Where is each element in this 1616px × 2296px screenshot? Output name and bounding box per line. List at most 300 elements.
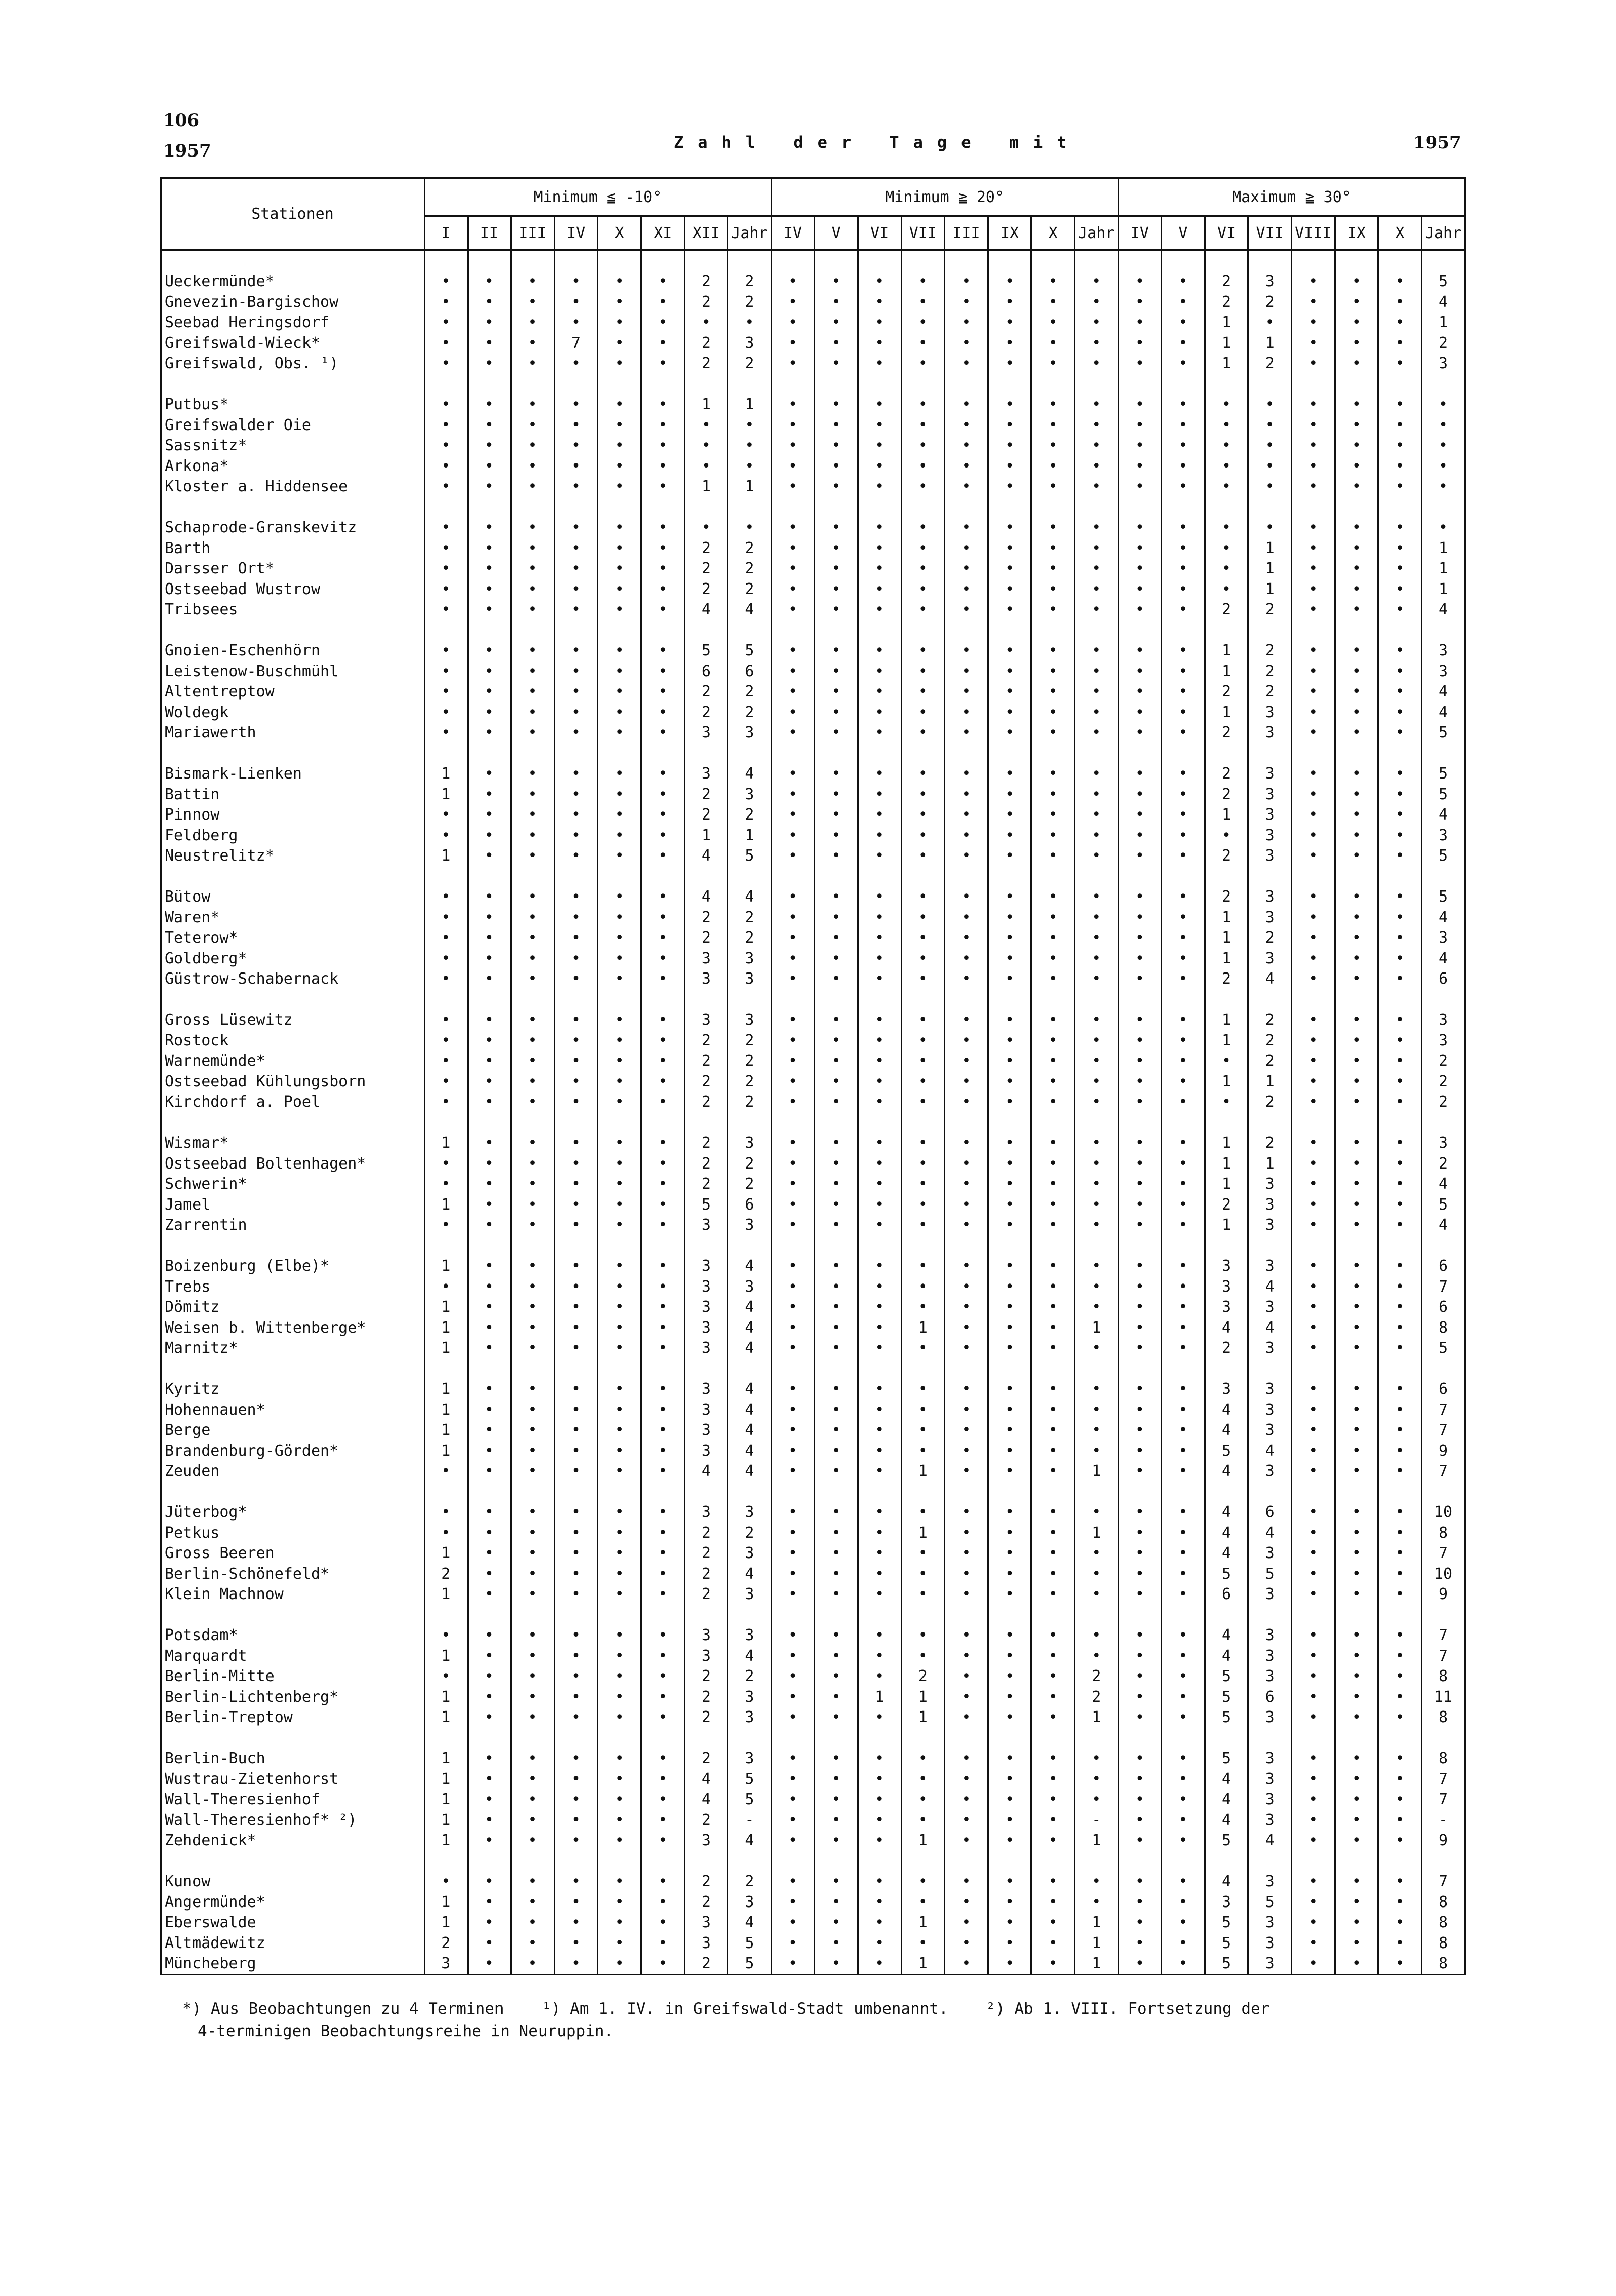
- value-cell: 3: [684, 1420, 728, 1441]
- value-cell: •: [1074, 436, 1118, 456]
- value-cell: •: [858, 1892, 901, 1913]
- value-cell: •: [1162, 1276, 1205, 1297]
- value-cell: •: [988, 1276, 1031, 1297]
- value-cell: -: [1421, 1810, 1465, 1831]
- value-cell: 4: [728, 1564, 772, 1584]
- value-cell: •: [511, 1441, 555, 1461]
- value-cell: 2: [684, 682, 728, 703]
- value-cell: •: [901, 1276, 945, 1297]
- station-name: Schwerin*: [161, 1174, 425, 1195]
- value-cell: •: [468, 1872, 511, 1892]
- value-cell: •: [771, 1010, 815, 1031]
- value-cell: •: [1162, 518, 1205, 538]
- value-cell: 4: [684, 1461, 728, 1482]
- value-cell: 5: [1205, 1831, 1248, 1851]
- value-cell: •: [641, 1441, 684, 1461]
- value-cell: •: [1162, 1913, 1205, 1933]
- value-cell: •: [1378, 764, 1422, 785]
- station-name: Rostock: [161, 1030, 425, 1051]
- month-header: VII: [1248, 216, 1292, 250]
- value-cell: 1: [1205, 805, 1248, 826]
- value-cell: •: [1118, 1153, 1162, 1174]
- value-cell: 4: [1421, 948, 1465, 969]
- value-cell: •: [468, 559, 511, 579]
- value-cell: •: [1248, 395, 1292, 415]
- value-cell: •: [1335, 1564, 1378, 1584]
- value-cell: •: [901, 1153, 945, 1174]
- value-cell: •: [988, 1523, 1031, 1543]
- value-cell: 3: [684, 1831, 728, 1851]
- value-cell: •: [598, 1625, 641, 1646]
- value-cell: •: [554, 702, 598, 723]
- value-cell: 2: [728, 1153, 772, 1174]
- value-cell: 2: [728, 292, 772, 313]
- value-cell: 2: [1248, 1092, 1292, 1113]
- value-cell: •: [945, 702, 988, 723]
- value-cell: 1: [425, 1256, 468, 1277]
- value-cell: •: [468, 1954, 511, 1975]
- table-row: [161, 784, 1465, 805]
- value-cell: •: [511, 354, 555, 374]
- value-cell: •: [641, 1646, 684, 1666]
- value-cell: •: [1291, 1625, 1335, 1646]
- group-spacer: [161, 1605, 1465, 1625]
- value-cell: 1: [425, 1810, 468, 1831]
- value-cell: •: [1335, 1892, 1378, 1913]
- value-cell: •: [1378, 1174, 1422, 1195]
- value-cell: •: [1031, 477, 1075, 497]
- value-cell: •: [511, 948, 555, 969]
- value-cell: 5: [1205, 1933, 1248, 1954]
- value-cell: 5: [728, 1769, 772, 1789]
- value-cell: •: [554, 723, 598, 744]
- value-cell: 1: [1205, 1153, 1248, 1174]
- value-cell: •: [901, 1215, 945, 1236]
- value-cell: •: [945, 1502, 988, 1523]
- value-cell: 2: [684, 1687, 728, 1707]
- value-cell: •: [815, 1174, 858, 1195]
- value-cell: •: [988, 1379, 1031, 1400]
- group-header-min-ge-20: Minimum ≧ 20°: [771, 178, 1118, 216]
- value-cell: •: [1378, 1769, 1422, 1789]
- table-row: [161, 1748, 1465, 1769]
- value-cell: 1: [1205, 1133, 1248, 1154]
- table-row: [161, 1379, 1465, 1400]
- value-cell: •: [988, 1399, 1031, 1420]
- value-cell: •: [858, 1317, 901, 1338]
- value-cell: •: [641, 1543, 684, 1564]
- value-cell: 1: [425, 1789, 468, 1810]
- value-cell: 5: [728, 846, 772, 867]
- value-cell: •: [1335, 1276, 1378, 1297]
- value-cell: 4: [1205, 1789, 1248, 1810]
- value-cell: •: [425, 1092, 468, 1113]
- value-cell: •: [1291, 1831, 1335, 1851]
- value-cell: 4: [684, 600, 728, 620]
- value-cell: •: [1118, 1010, 1162, 1031]
- value-cell: •: [554, 436, 598, 456]
- value-cell: •: [554, 1297, 598, 1318]
- value-cell: •: [554, 1523, 598, 1543]
- value-cell: •: [425, 887, 468, 908]
- value-cell: •: [771, 1030, 815, 1051]
- value-cell: 1: [901, 1707, 945, 1728]
- value-cell: •: [511, 559, 555, 579]
- value-cell: •: [945, 887, 988, 908]
- value-cell: •: [1118, 313, 1162, 333]
- year-left: 1957: [163, 141, 211, 161]
- table-row: [161, 1051, 1465, 1072]
- value-cell: •: [1118, 1338, 1162, 1359]
- value-cell: 1: [1248, 538, 1292, 559]
- value-cell: •: [1118, 1215, 1162, 1236]
- value-cell: 1: [1248, 1153, 1292, 1174]
- value-cell: 1: [425, 846, 468, 867]
- value-cell: •: [1162, 271, 1205, 292]
- value-cell: •: [425, 456, 468, 477]
- value-cell: •: [988, 1646, 1031, 1666]
- value-cell: •: [641, 436, 684, 456]
- value-cell: 2: [728, 907, 772, 928]
- value-cell: •: [815, 641, 858, 661]
- value-cell: 5: [728, 1789, 772, 1810]
- value-cell: •: [945, 1707, 988, 1728]
- value-cell: 2: [1248, 1051, 1292, 1072]
- value-cell: •: [858, 271, 901, 292]
- value-cell: •: [771, 1420, 815, 1441]
- value-cell: •: [468, 1564, 511, 1584]
- value-cell: •: [945, 1933, 988, 1954]
- value-cell: •: [1031, 723, 1075, 744]
- value-cell: •: [1421, 436, 1465, 456]
- value-cell: •: [425, 1071, 468, 1092]
- value-cell: •: [511, 456, 555, 477]
- value-cell: •: [945, 1892, 988, 1913]
- table-row: [161, 1215, 1465, 1236]
- value-cell: •: [554, 1502, 598, 1523]
- value-cell: •: [1074, 1769, 1118, 1789]
- value-cell: •: [945, 538, 988, 559]
- value-cell: •: [598, 456, 641, 477]
- value-cell: 4: [1421, 682, 1465, 703]
- value-cell: •: [1335, 333, 1378, 354]
- station-name: Teterow*: [161, 928, 425, 949]
- value-cell: •: [1378, 1748, 1422, 1769]
- value-cell: •: [988, 1687, 1031, 1707]
- value-cell: •: [641, 1933, 684, 1954]
- value-cell: 5: [1248, 1892, 1292, 1913]
- value-cell: •: [1205, 518, 1248, 538]
- value-cell: 4: [1205, 1461, 1248, 1482]
- value-cell: 2: [684, 1071, 728, 1092]
- value-cell: •: [641, 1748, 684, 1769]
- value-cell: •: [815, 948, 858, 969]
- value-cell: •: [511, 1502, 555, 1523]
- value-cell: •: [511, 1810, 555, 1831]
- value-cell: •: [815, 1646, 858, 1666]
- group-spacer: [161, 1851, 1465, 1872]
- value-cell: 7: [1421, 1461, 1465, 1482]
- value-cell: •: [771, 1133, 815, 1154]
- value-cell: 1: [425, 1748, 468, 1769]
- value-cell: 1: [1074, 1707, 1118, 1728]
- value-cell: 3: [728, 1010, 772, 1031]
- value-cell: •: [1074, 723, 1118, 744]
- group-header-min-le-10: Minimum ≦ -10°: [425, 178, 772, 216]
- value-cell: •: [901, 641, 945, 661]
- value-cell: •: [425, 579, 468, 600]
- value-cell: •: [815, 846, 858, 867]
- value-cell: •: [1162, 764, 1205, 785]
- value-cell: •: [945, 333, 988, 354]
- value-cell: •: [598, 1502, 641, 1523]
- value-cell: •: [771, 1933, 815, 1954]
- value-cell: •: [641, 1954, 684, 1975]
- value-cell: 7: [1421, 1420, 1465, 1441]
- value-cell: •: [901, 1584, 945, 1605]
- value-cell: 4: [1421, 1215, 1465, 1236]
- value-cell: •: [554, 1051, 598, 1072]
- value-cell: •: [858, 313, 901, 333]
- value-cell: •: [1074, 805, 1118, 826]
- value-cell: •: [1074, 1010, 1118, 1031]
- value-cell: •: [425, 1872, 468, 1892]
- value-cell: •: [1205, 477, 1248, 497]
- value-cell: •: [988, 641, 1031, 661]
- value-cell: 2: [684, 292, 728, 313]
- value-cell: •: [945, 1420, 988, 1441]
- value-cell: •: [771, 1831, 815, 1851]
- stations-header: Stationen: [161, 178, 425, 250]
- value-cell: •: [511, 1071, 555, 1092]
- value-cell: •: [1118, 805, 1162, 826]
- value-cell: •: [468, 538, 511, 559]
- value-cell: 3: [1248, 907, 1292, 928]
- value-cell: •: [1074, 1276, 1118, 1297]
- value-cell: •: [1335, 1256, 1378, 1277]
- value-cell: •: [1291, 477, 1335, 497]
- value-cell: •: [815, 1954, 858, 1975]
- value-cell: •: [1162, 313, 1205, 333]
- value-cell: •: [598, 1256, 641, 1277]
- value-cell: 2: [1248, 682, 1292, 703]
- value-cell: •: [1378, 1461, 1422, 1482]
- value-cell: •: [641, 969, 684, 990]
- value-cell: •: [468, 784, 511, 805]
- table-row: [161, 764, 1465, 785]
- value-cell: 3: [1205, 1256, 1248, 1277]
- value-cell: 1: [1205, 661, 1248, 682]
- value-cell: •: [641, 1625, 684, 1646]
- value-cell: •: [815, 1194, 858, 1215]
- value-cell: •: [511, 395, 555, 415]
- value-cell: •: [1031, 1748, 1075, 1769]
- value-cell: •: [641, 1399, 684, 1420]
- value-cell: •: [598, 271, 641, 292]
- value-cell: •: [641, 1051, 684, 1072]
- value-cell: •: [1291, 846, 1335, 867]
- value-cell: 3: [1248, 1194, 1292, 1215]
- value-cell: •: [1335, 887, 1378, 908]
- value-cell: •: [988, 1010, 1031, 1031]
- value-cell: •: [945, 600, 988, 620]
- value-cell: •: [988, 1317, 1031, 1338]
- value-cell: 2: [684, 1707, 728, 1728]
- value-cell: 2: [1248, 600, 1292, 620]
- value-cell: •: [1162, 579, 1205, 600]
- table-row: [161, 1441, 1465, 1461]
- value-cell: •: [901, 456, 945, 477]
- value-cell: •: [988, 579, 1031, 600]
- value-cell: 4: [1205, 1399, 1248, 1420]
- value-cell: 2: [1421, 1071, 1465, 1092]
- value-cell: •: [1118, 477, 1162, 497]
- value-cell: •: [988, 1338, 1031, 1359]
- value-cell: •: [901, 723, 945, 744]
- value-cell: •: [858, 1913, 901, 1933]
- value-cell: 8: [1421, 1913, 1465, 1933]
- value-cell: •: [511, 292, 555, 313]
- value-cell: •: [901, 928, 945, 949]
- value-cell: •: [511, 1831, 555, 1851]
- value-cell: •: [1118, 1420, 1162, 1441]
- value-cell: •: [1335, 415, 1378, 436]
- value-cell: 4: [1248, 1317, 1292, 1338]
- value-cell: •: [1118, 1441, 1162, 1461]
- value-cell: 2: [684, 1748, 728, 1769]
- value-cell: •: [554, 1748, 598, 1769]
- value-cell: •: [815, 333, 858, 354]
- value-cell: •: [1031, 1399, 1075, 1420]
- value-cell: 3: [684, 1010, 728, 1031]
- value-cell: •: [1031, 333, 1075, 354]
- value-cell: •: [468, 723, 511, 744]
- value-cell: •: [1162, 702, 1205, 723]
- value-cell: •: [468, 1174, 511, 1195]
- value-cell: •: [945, 661, 988, 682]
- value-cell: 2: [684, 1543, 728, 1564]
- value-cell: •: [511, 1092, 555, 1113]
- station-name: Greifswald, Obs. ¹): [161, 354, 425, 374]
- value-cell: •: [1378, 538, 1422, 559]
- value-cell: •: [1031, 1338, 1075, 1359]
- value-cell: •: [1031, 948, 1075, 969]
- value-cell: •: [988, 538, 1031, 559]
- value-cell: •: [511, 1892, 555, 1913]
- value-cell: •: [815, 1133, 858, 1154]
- value-cell: 3: [1421, 354, 1465, 374]
- value-cell: 4: [1205, 1625, 1248, 1646]
- table-row: [161, 1133, 1465, 1154]
- value-cell: •: [1378, 1564, 1422, 1584]
- value-cell: •: [815, 1687, 858, 1707]
- value-cell: •: [901, 579, 945, 600]
- value-cell: •: [1291, 600, 1335, 620]
- station-name: Ostseebad Kühlungsborn: [161, 1071, 425, 1092]
- value-cell: 2: [728, 271, 772, 292]
- value-cell: 2: [728, 354, 772, 374]
- value-cell: •: [554, 1625, 598, 1646]
- value-cell: 5: [728, 641, 772, 661]
- value-cell: •: [1291, 1564, 1335, 1584]
- value-cell: •: [858, 1297, 901, 1318]
- value-cell: •: [901, 1030, 945, 1051]
- value-cell: •: [425, 292, 468, 313]
- value-cell: •: [858, 1564, 901, 1584]
- value-cell: •: [1074, 456, 1118, 477]
- value-cell: •: [1291, 1030, 1335, 1051]
- value-cell: •: [468, 1276, 511, 1297]
- value-cell: •: [641, 1030, 684, 1051]
- value-cell: •: [1335, 1523, 1378, 1543]
- month-header: III: [945, 216, 988, 250]
- value-cell: •: [988, 436, 1031, 456]
- value-cell: 1: [1248, 333, 1292, 354]
- value-cell: •: [511, 907, 555, 928]
- value-cell: 8: [1421, 1748, 1465, 1769]
- value-cell: •: [1378, 1399, 1422, 1420]
- value-cell: 3: [1248, 1584, 1292, 1605]
- value-cell: •: [1291, 559, 1335, 579]
- value-cell: •: [1162, 395, 1205, 415]
- value-cell: •: [598, 1789, 641, 1810]
- value-cell: •: [901, 292, 945, 313]
- value-cell: •: [554, 928, 598, 949]
- value-cell: •: [1031, 1153, 1075, 1174]
- value-cell: •: [598, 1646, 641, 1666]
- value-cell: •: [988, 333, 1031, 354]
- value-cell: •: [598, 661, 641, 682]
- value-cell: •: [554, 1831, 598, 1851]
- table-row: [161, 1913, 1465, 1933]
- value-cell: •: [771, 1174, 815, 1195]
- value-cell: •: [815, 1215, 858, 1236]
- value-cell: •: [988, 1872, 1031, 1892]
- value-cell: •: [945, 723, 988, 744]
- station-name: Eberswalde: [161, 1913, 425, 1933]
- value-cell: 3: [1421, 1030, 1465, 1051]
- value-cell: •: [988, 1625, 1031, 1646]
- station-name: Waren*: [161, 907, 425, 928]
- value-cell: •: [1118, 1543, 1162, 1564]
- value-cell: •: [988, 415, 1031, 436]
- value-cell: •: [1162, 928, 1205, 949]
- value-cell: •: [468, 825, 511, 846]
- month-header: IX: [1335, 216, 1378, 250]
- value-cell: 3: [1205, 1379, 1248, 1400]
- month-header: XII: [684, 216, 728, 250]
- value-cell: •: [1118, 1399, 1162, 1420]
- value-cell: •: [1162, 1789, 1205, 1810]
- value-cell: •: [468, 1625, 511, 1646]
- value-cell: 2: [1421, 333, 1465, 354]
- value-cell: 7: [1421, 1276, 1465, 1297]
- value-cell: •: [554, 948, 598, 969]
- value-cell: 2: [1205, 764, 1248, 785]
- value-cell: •: [901, 1133, 945, 1154]
- value-cell: •: [1291, 1133, 1335, 1154]
- value-cell: •: [1118, 1256, 1162, 1277]
- value-cell: •: [468, 1441, 511, 1461]
- value-cell: •: [1031, 1441, 1075, 1461]
- value-cell: •: [858, 1256, 901, 1277]
- value-cell: •: [598, 928, 641, 949]
- station-name: Feldberg: [161, 825, 425, 846]
- table-row: [161, 1010, 1465, 1031]
- value-cell: 5: [1421, 887, 1465, 908]
- value-cell: •: [815, 271, 858, 292]
- value-cell: •: [1031, 1194, 1075, 1215]
